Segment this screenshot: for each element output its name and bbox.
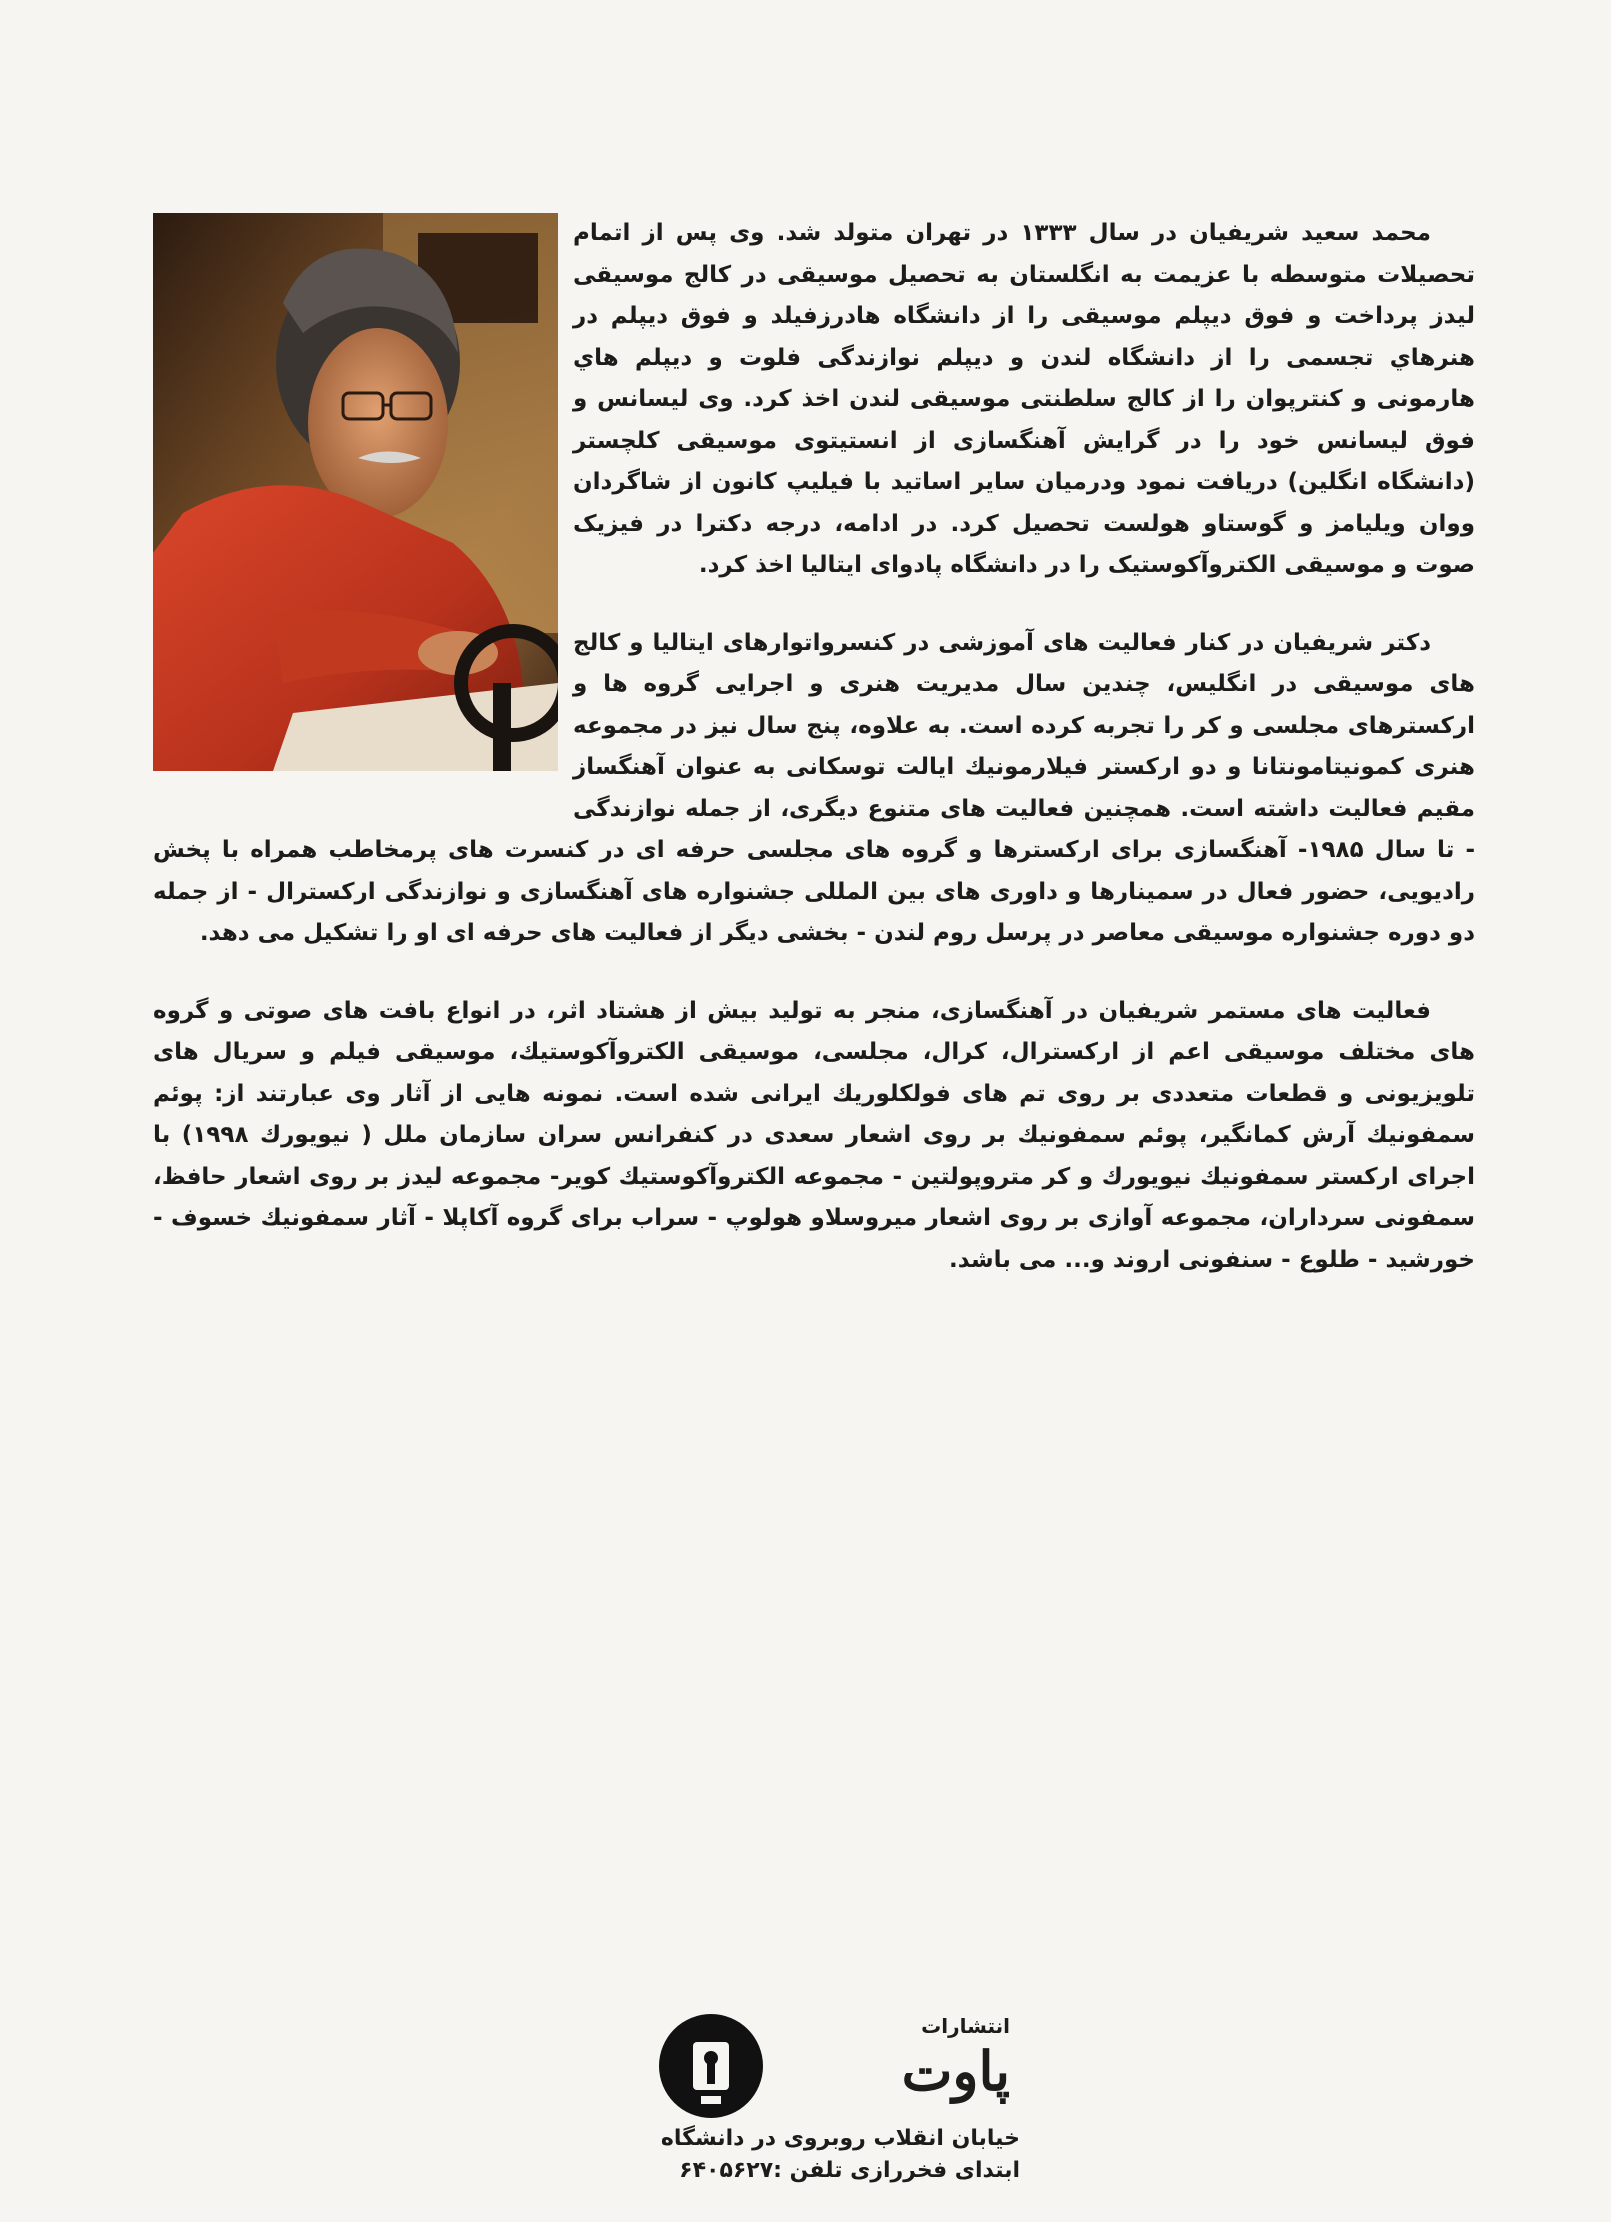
biography-text	[153, 213, 1475, 1343]
photo-spacer	[153, 213, 573, 813]
publisher-address-phone: ابتدای فخررازی تلفن :۶۴۰۵۶۲۷	[679, 2158, 1020, 2183]
publisher-address: خیابان انقلاب روبروی در دانشگاه	[660, 2126, 1020, 2151]
bio-paragraph: محمد سعید شریفیان در سال ۱۳۳۳ در تهران متولد شد. وی پس از اتمام تحصیلات متوسطه با عزیمت به انگلستان به تحصیل موسیقی در کالج موسیقی لیدز پرداخت و فوق دیپلم موسیقی را از دانشگاه هادرزفیلد و فوق دیپلم در هنرهاي تجسمی را از دانشگاه لندن و دیپلم نوازندگی فلوت و دیپلم هاي هارمونی و کنترپوان را از کالج سلطنتی موسیقی لندن اخذ کرد. وی لیسانس و فوق لیسانس خود را در گرایش آهنگسازی از انستیتوی موسیقی کلچستر (دانشگاه انگلین) دریافت نمود ودرمیان سایر اساتید با فیلیپ کانون از شاگردان ووان ویلیامز و گوستاو هولست تحصیل کرد. در ادامه، درجه دکترا در فیزیک صوت و موسیقی الکتروآکوستیک را در دانشگاه پادوای ایتالیا اخذ کرد.	[573, 220, 1475, 578]
publisher-brand: پاوت	[901, 2039, 1010, 2103]
publisher-logo-icon	[655, 2010, 767, 2122]
bio-paragraph: دکتر شریفیان در کنار فعالیت های آموزشی در کنسرواتوارهای ایتالیا و کالج های موسیقی در انگلیس، چندین سال مدیریت هنری و اجرایی گروه ها و ارکسترهای مجلسی و کر را تجربه کرده است. به علاوه، پنج سال نیز در مجموعه هنری کمونیتامونتانا و دو ارکستر فیلارمونیك ایالت توسکانی به عنوان آهنگساز مقیم فعالیت داشته است. همچنین فعالیت های متنوع دیگری، از جمله نوازندگی - تا سال ۱۹۸۵- آهنگسازی برای ارکسترها و گروه های مجلسی حرفه ای در کنسرت های پرمخاطب همراه با پخش رادیویی، حضور فعال در سمینارها و داوری های بین المللی جشنواره های آهنگسازی و نوازندگی ارکسترال - از جمله دو دوره جشنواره موسیقی معاصر در پرسل روم لندن - بخشی دیگر از فعالیت های حرفه ای او را تشکیل می دهد.	[153, 629, 1475, 946]
publisher-label: انتشارات	[921, 2014, 1010, 2038]
bio-paragraph: فعالیت های مستمر شریفیان در آهنگسازی، منجر به تولید بیش از هشتاد اثر، در انواع بافت های صوتی و گروه های مختلف موسیقی اعم از ارکسترال، کرال، مجلسی، موسیقی الکتروآکوستیك، موسیقی فیلم و سریال های تلویزیونی و قطعات متعددی بر روی تم های فولکلوریك ایرانی شده است. نمونه هایی از آثار وی عبارتند از: پوئم سمفونیك آرش کمانگیر، پوئم سمفونیك بر روی اشعار سعدی در کنفرانس سران سازمان ملل ( نیویورك ۱۹۹۸) با اجرای ارکستر سمفونیك نیویورك و کر متروپولتین - مجموعه الکتروآکوستیك کویر- مجموعه لیدز بر روی اشعار حافظ، سمفونی سرداران، مجموعه آوازی بر روی اشعار میروسلاو هولوپ - سراب برای گروه آکاپلا - آثار سمفونیك خسوف - خورشید - طلوع - سنفونی اروند و... می باشد.	[153, 997, 1475, 1273]
publisher-info	[640, 2010, 1020, 2190]
